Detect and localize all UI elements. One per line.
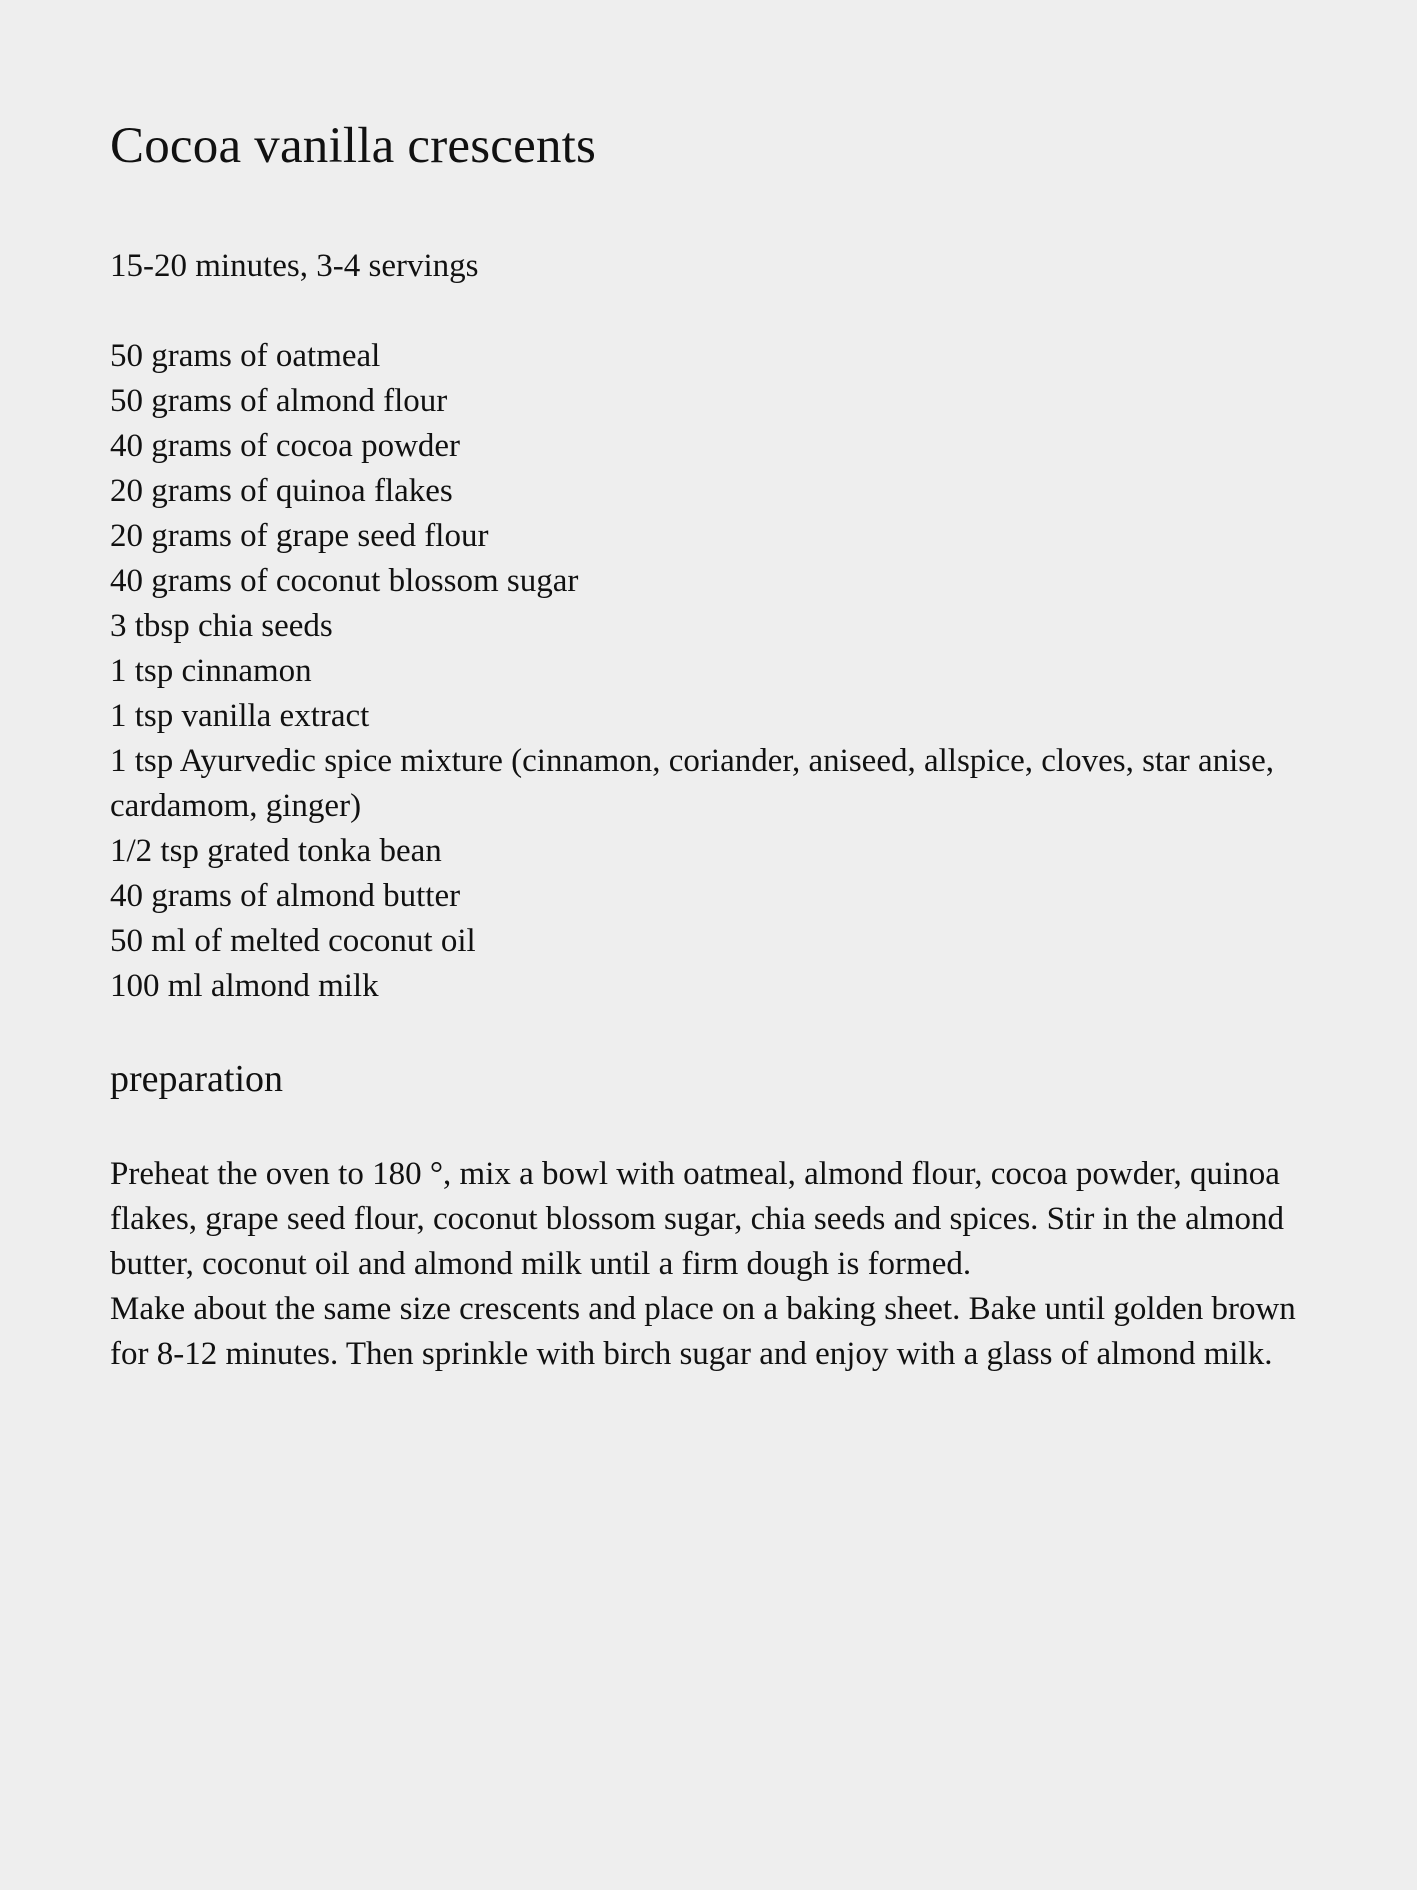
ingredient-item: 20 grams of grape seed flour xyxy=(110,518,489,554)
ingredient-item: 50 grams of almond flour xyxy=(110,383,448,419)
ingredient-item: 1 tsp vanilla extract xyxy=(110,698,370,734)
ingredients-list xyxy=(110,334,1330,1009)
ingredient-item: 3 tbsp chia seeds xyxy=(110,608,333,644)
ingredient-item: 20 grams of quinoa flakes xyxy=(110,473,453,509)
recipe-time-servings: 15-20 minutes, 3-4 servings xyxy=(110,248,479,284)
recipe-title: Cocoa vanilla crescents xyxy=(110,118,597,174)
recipe-page xyxy=(110,112,1330,1372)
ingredient-item: 50 grams of oatmeal xyxy=(110,338,381,374)
ingredient-item: 40 grams of almond butter xyxy=(110,878,461,914)
ingredient-item: 40 grams of cocoa powder xyxy=(110,428,461,464)
ingredient-item: 1/2 tsp grated tonka bean xyxy=(110,833,442,869)
preparation-text xyxy=(110,1152,1330,1377)
ingredient-item: 1 tsp cinnamon xyxy=(110,653,312,689)
ingredient-item: 100 ml almond milk xyxy=(110,968,379,1004)
ingredient-item: 1 tsp Ayurvedic spice mixture (cinnamon, coriander, aniseed, allspice, cloves, star anise, cardamom, ginger) xyxy=(110,743,1275,824)
ingredient-item: 50 ml of melted coconut oil xyxy=(110,923,476,959)
ingredient-item: 40 grams of coconut blossom sugar xyxy=(110,563,579,599)
preparation-paragraph: Preheat the oven to 180 °, mix a bowl with oatmeal, almond flour, cocoa powder, quinoa flakes, grape seed flour, coconut blossom sugar, chia seeds and spices. Stir in the almond butter, coconut oil and almond milk until a firm dough is formed. xyxy=(110,1156,1285,1282)
preparation-paragraph: Make about the same size crescents and place on a baking sheet. Bake until golden brown for 8-12 minutes. Then sprinkle with birch sugar and enjoy with a glass of almond milk. xyxy=(110,1291,1296,1372)
preparation-heading: preparation xyxy=(110,1058,284,1100)
